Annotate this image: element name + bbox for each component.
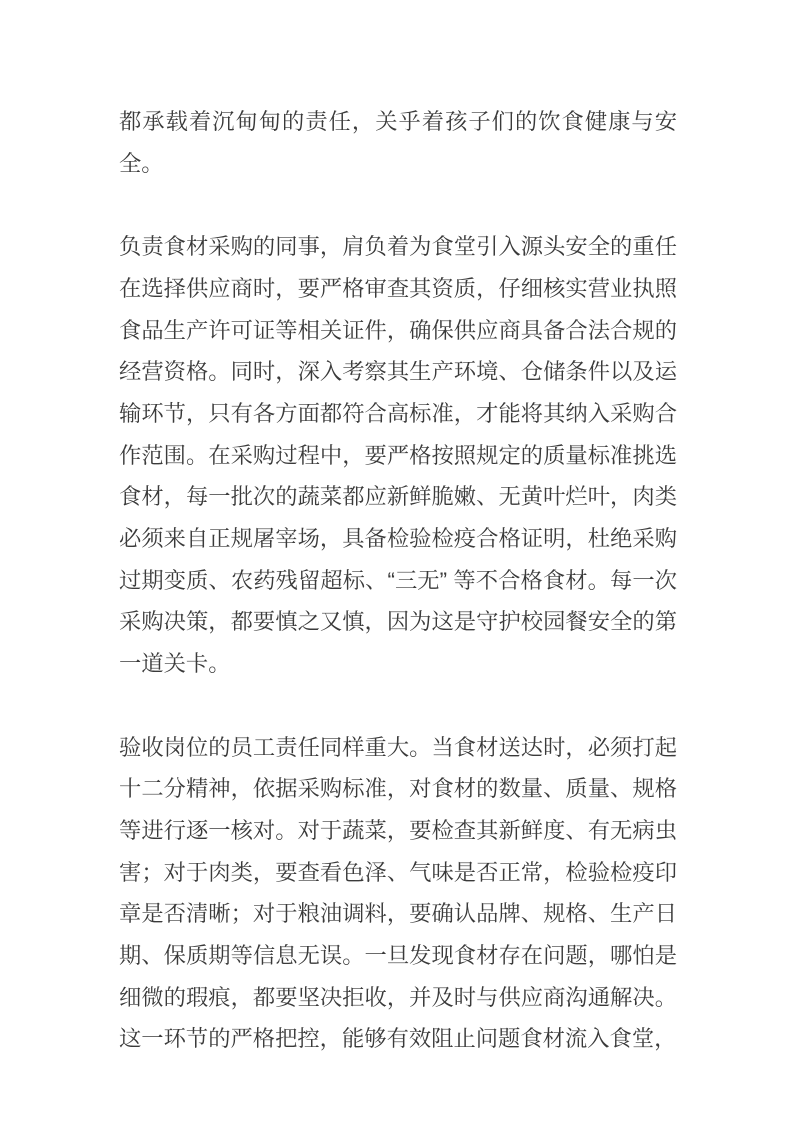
paragraph-continuation: 都承载着沉甸甸的责任，关乎着孩子们的饮食健康与安全。 <box>119 109 677 176</box>
paragraph-acceptance: 验收岗位的员工责任同样重大。当食材送达时，必须打起十二分精神，依据采购标准，对食材的数量、质量、规格等进行逐一核对。对于蔬菜，要检查其新鲜度、有无病虫害；对于肉类，要查看色泽、气味是否正常，检验检疫印章是否清晰；对于粮油调料，要确认品牌、规格、生产日期、保质期等信息无误。一旦发现食材存在问题，哪怕是细微的瑕痕，都要坚决拒收，并及时与供应商沟通解决。这一环节的严格把控，能够有效阻止问题食材流入食堂， <box>119 734 677 1052</box>
paragraph-procurement: 负责食材采购的同事，肩负着为食堂引入源头安全的重任在选择供应商时，要严格审查其资质，仔细核实营业执照食品生产许可证等相关证件，确保供应商具备合法合规的经营资格。同时，深入考察其生产环境、仓储条件以及运输环节，只有各方面都符合高标准，才能将其纳入采购合作范围。在采购过程中，要严格按照规定的质量标准挑选食材，每一批次的蔬菜都应新鲜脆嫩、无黄叶烂叶，肉类必须来自正规屠宰场，具备检验检疫合格证明，杜绝采购过期变质、农药残留超标、“三无” 等不合格食材。每一次采购决策，都要慎之又慎，因为这是守护校园餐安全的第一道关卡。 <box>119 234 677 677</box>
document-body-text <box>119 101 677 1060</box>
